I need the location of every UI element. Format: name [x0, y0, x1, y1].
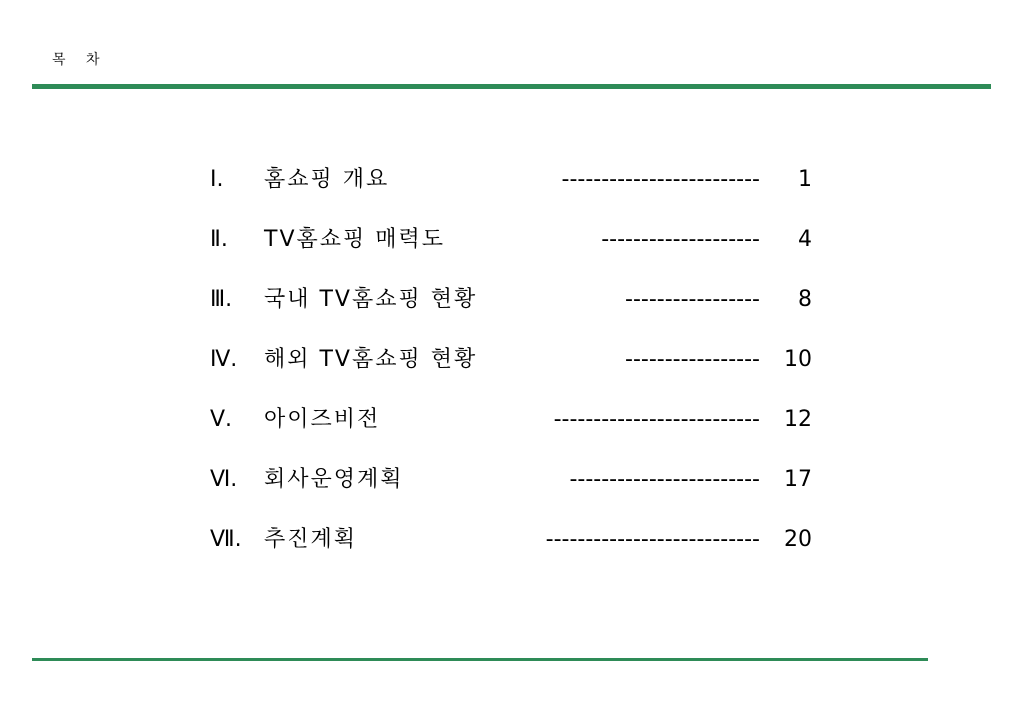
toc-numeral: Ⅰ. — [210, 167, 224, 192]
toc-numeral: Ⅶ. — [210, 527, 242, 552]
toc-leader: ------------------------ — [569, 467, 760, 492]
page-title: 목 차 — [52, 52, 108, 68]
toc-leader: ----------------- — [625, 287, 760, 312]
toc-title: 홈쇼핑 개요 — [264, 167, 390, 192]
toc-numeral: Ⅲ. — [210, 287, 233, 312]
toc-page-number: 17 — [784, 467, 812, 492]
toc-leader: ----------------- — [625, 347, 760, 372]
toc-leader: -------------------- — [601, 227, 760, 252]
toc-numeral: Ⅵ. — [210, 467, 238, 492]
table-of-contents — [210, 160, 820, 580]
bottom-divider — [32, 658, 928, 661]
toc-page-number: 10 — [784, 347, 812, 372]
toc-numeral: Ⅳ. — [210, 347, 238, 372]
toc-leader: ------------------------- — [561, 167, 760, 192]
toc-item[interactable] — [210, 400, 820, 460]
toc-item[interactable] — [210, 160, 820, 220]
toc-item[interactable] — [210, 220, 820, 280]
toc-item[interactable] — [210, 340, 820, 400]
toc-title: TV홈쇼핑 매력도 — [264, 227, 445, 252]
toc-numeral: Ⅱ. — [210, 227, 228, 252]
top-divider — [32, 84, 991, 89]
toc-numeral: Ⅴ. — [210, 407, 233, 432]
toc-leader: --------------------------- — [545, 527, 760, 552]
toc-title: 회사운영계획 — [264, 467, 404, 492]
toc-title: 국내 TV홈쇼핑 현황 — [264, 287, 478, 312]
toc-item[interactable] — [210, 460, 820, 520]
toc-leader: -------------------------- — [553, 407, 760, 432]
toc-page-number: 4 — [798, 227, 812, 252]
toc-page-number: 1 — [798, 167, 812, 192]
toc-title: 아이즈비전 — [264, 407, 381, 432]
toc-title: 해외 TV홈쇼핑 현황 — [264, 347, 478, 372]
toc-page-number: 20 — [784, 527, 812, 552]
toc-page-number: 12 — [784, 407, 812, 432]
toc-page-number: 8 — [798, 287, 812, 312]
toc-item[interactable] — [210, 280, 820, 340]
toc-title: 추진계획 — [264, 527, 358, 552]
toc-item[interactable] — [210, 520, 820, 580]
